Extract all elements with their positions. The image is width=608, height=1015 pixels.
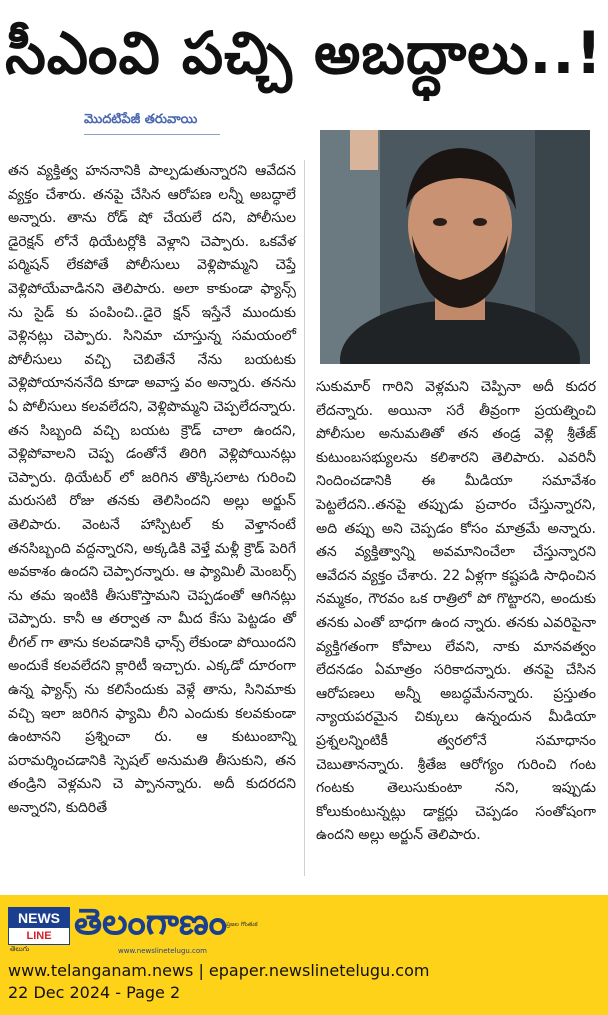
brand-tagline: ప్రజల గొంతుక	[226, 921, 258, 928]
left-column-text: తన వ్యక్తిత్వ హననానికి పాల్పడుతున్నారని ఆవేదన వ్యక్తం చేశారు. తనపై చేసిన ఆరోపణ లన్నీ అబద్ధాలే అన్నారు. తాను రోడ్ షో చేయలే దని, పోలీసుల డైరెక్షన్ లోనే థియేటర్లోకి వెళ్లాని చెప్పారు. ఒకవేళ పర్మిషన్ లేకపోతే పోలీసులు వెళ్లిపొమ్మని చెప్తే వెళ్లిపోయేవాడినని తెలిపారు. అలా కాకుండా ఫ్యాన్స్ ను సైడ్ కు పంపించి..డైరె క్షన్ ఇస్తేనే ముందుకు వెళ్లినట్లు చెప్పారు. సినిమా చూస్తున్న సమయంలో పోలీసులు వచ్చి చెబితేనే నేను బయటకు వెళ్లిపోయానననేది కూడా అవాస్త వం అన్నారు. తనను ఏ పోలీసులు కలవలేదని, వెళ్లిపొమ్మని చెప్పలేదన్నారు. తన సిబ్బంది వచ్చి బయట క్రౌడ్ చాలా ఉందని, వెళ్లిపోవాలని చెప్ప డంతోనే తిరిగి వెళ్లిపోయినట్లు చెప్పారు. థియేటర్ లో జరిగిన తొక్కిసలాట గురించి మరుసటి రోజు తనకు తెలిసిందని అల్లు అర్జున్ తెలిపారు. వెంటనే హాస్పిటల్ కు వెళ్తానంటే తనసిబ్బంది వద్దన్నారని, అక్కడికి వెళ్తే మళ్లీ క్రౌడ్ పెరిగే అవకాశం ఉందని చెప్పారన్నారు. ఆ ఫ్యామిలీ మెంబర్స్ ను తమ ఇంటికి తీసుకొస్తామని చెప్పడంతో ఆగినట్లు చెప్పారు. కానీ ఆ తర్వాత నా మీద కేసు పెట్టడం తో లీగల్ గా తాను కలవడానికి ఛాన్స్ లేకుండా పోయిందని అందుకే కలవలేదని క్లారిటీ ఇచ్చారు. ఎక్కడో దూరంగా ఉన్న ఫ్యాన్స్ ను కలిసేందుకు వెళ్లే తాను, సినిమాకు వచ్చి ఇలా జరిగిన ఫ్యామి లీని ఎందుకు కలవకుండా ఉంటానని ప్రశ్నించా రు. ఆ కుటుంబాన్ని పరామర్శించడానికి స్పెషల్ అనుమతి తీసుకుని, తన తండ్రిని వెళ్లమని చె ప్పానన్నారు. అదీ కుదరదని అన్నారని, కుదిరితే	[8, 163, 296, 817]
logo-news-text: NEWS	[9, 908, 69, 928]
logo-line-text: LINE	[26, 930, 52, 942]
continuation-label: మొదటిపేజీ తరువాయి	[84, 112, 198, 127]
site-links[interactable]: www.telanganam.news | epaper.newslinetelugu.com	[8, 961, 430, 980]
article-headline: సీఎంవి పచ్చి అబద్ధాలు..!	[5, 19, 603, 87]
right-column-text: సుకుమార్ గారిని వెళ్లమని చెప్పినా అదీ కుదర లేదన్నారు. అయినా సరే తీవ్రంగా ప్రయత్నించి పోలీసుల అనుమతితో తన తండ్ర వెళ్లి శ్రీతేజ్ కుటుంబసభ్యులను కలిశారని తెలిపారు. ఎవరినీ నిందించడానికి ఈ మీడియా సమావేశం పెట్టలేదని..తనపై తప్పుడు ప్రచారం చేస్తున్నారని, అది తప్పు అని చెప్పడం కోసం మాత్రమే అన్నారు. తన వ్యక్తిత్వాన్ని అవమానించేలా చేస్తున్నారని ఆవేదన వ్యక్తం చేశారు. 22 ఏళ్లగా కష్టపడి సాధించిన నమ్మకం, గౌరవం ఒక రాత్రిలో పో గొట్టారని, అందుకు తనకు ఎంతో బాధగా ఉంద న్నారు. తనకు ఎవరిపైనా వ్యక్తిగతంగా కోపాలు లేవని, నాకు మానవత్వం లేదనడం ఏమాత్రం సరికాదన్నారు. తనపై చేసిన ఆరోపణలు అన్నీ అబద్ధమేనన్నారు. ప్రస్తుతం న్యాయపరమైన చిక్కులు ఉన్నందున మీడియా ప్రశ్నలన్నింటికీ త్వరలోనే సమాధానం చెబుతానన్నారు. శ్రీతేజ ఆరోగ్యం గురించి గంట గంటకు తెలుసుకుంటా నని, ఇప్పుడు కోలుకుంటున్నట్లు డాక్టర్లు చెప్పడం సంతోషంగా ఉందని అల్లు అర్జున్ తెలిపారు.	[316, 379, 596, 844]
article-right-column	[316, 376, 596, 848]
continuation-underline	[84, 134, 220, 135]
article-photo	[320, 130, 590, 364]
article-left-column	[8, 160, 296, 821]
footer-banner	[0, 895, 608, 1015]
logo-caption: తెలుగు	[10, 945, 30, 953]
brand-url: www.newslinetelugu.com	[118, 947, 207, 955]
column-divider	[304, 160, 305, 876]
date-page: 22 Dec 2024 - Page 2	[8, 983, 181, 1002]
brand-name: తెలంగాణం	[74, 902, 227, 943]
portrait-illustration	[320, 130, 590, 364]
newsline-logo[interactable]	[8, 907, 70, 945]
